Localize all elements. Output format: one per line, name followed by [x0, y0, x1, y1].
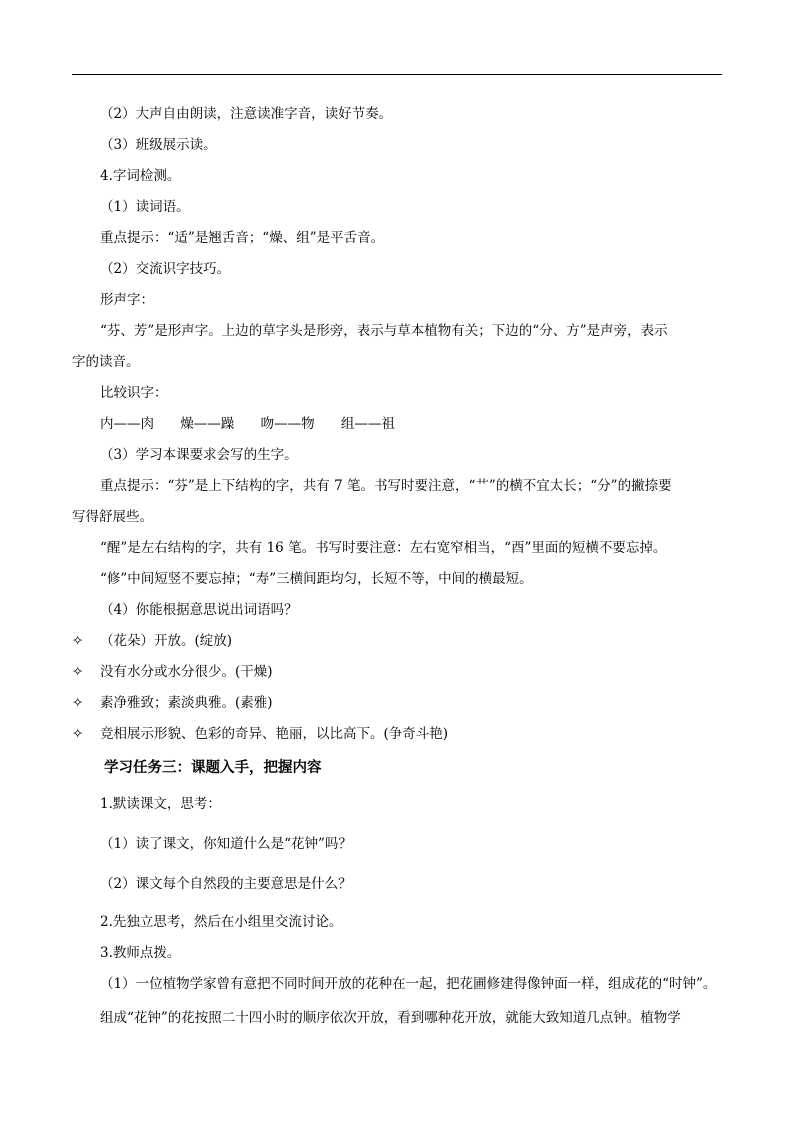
paragraph: “醒”是左右结构的字，共有 16 笔。书写时要注意：左右宽窄相当，“酉”里面的短横不要忘掉。: [100, 540, 667, 556]
paragraph: 1.默读课文，思考：: [100, 796, 221, 812]
paragraph: （1）读词语。: [100, 199, 190, 215]
paragraph: 3.教师点拨。: [100, 945, 181, 961]
bullet-icon: ✧: [72, 726, 84, 742]
paragraph: （4）你能根据意思说出词语吗？: [100, 602, 298, 618]
section-heading: 学习任务三：课题入手，把握内容: [104, 760, 322, 776]
compare-item: 吻——物: [260, 416, 315, 432]
paragraph: “修”中间短竖不要忘掉；“寿”三横间距均匀，长短不等，中间的横最短。: [100, 571, 533, 587]
compare-list: [100, 415, 417, 433]
paragraph: （2）大声自由朗读，注意读准字音，读好节奏。: [100, 106, 393, 122]
header-rule: [72, 74, 722, 75]
paragraph: 2.先独立思考，然后在小组里交流讨论。: [100, 914, 343, 930]
paragraph: “芬、芳”是形声字。上边的草字头是形旁，表示与草本植物有关；下边的“分、方”是声旁，表示: [100, 323, 668, 339]
compare-item: 组——祖: [340, 416, 395, 432]
paragraph: 写得舒展些。: [72, 509, 153, 525]
paragraph: （3）学习本课要求会写的生字。: [100, 447, 298, 463]
paragraph: 4.字词检测。: [100, 168, 181, 184]
paragraph: （2）课文每个自然段的主要意思是什么？: [100, 876, 352, 892]
bullet-icon: ✧: [72, 664, 84, 680]
bullet-item: （花朵）开放。(绽放): [100, 633, 233, 649]
paragraph: 形声字：: [100, 292, 154, 308]
bullet-icon: ✧: [72, 695, 84, 711]
paragraph: （2）交流识字技巧。: [100, 261, 231, 277]
paragraph: （1）一位植物学家曾有意把不同时间开放的花种在一起，把花圃修建得像钟面一样，组成花的“时钟”。: [100, 976, 717, 992]
compare-item: 内——肉: [100, 416, 154, 432]
paragraph: 组成“花钟”的花按照二十四小时的顺序依次开放，看到哪种花开放，就能大致知道几点钟。植物学: [100, 1010, 681, 1026]
paragraph: 字的读音。: [72, 354, 140, 370]
paragraph: 比较识字：: [100, 385, 168, 401]
bullet-item: 素净雅致；素淡典雅。(素雅): [100, 695, 273, 711]
paragraph: （3）班级展示读。: [100, 137, 217, 153]
bullet-item: 没有水分或水分很少。(干燥): [100, 664, 273, 680]
paragraph: 重点提示：“适”是翘舌音；“燥、组”是平舌音。: [100, 230, 385, 246]
paragraph: 重点提示：“芬”是上下结构的字，共有 7 笔。书写时要注意，“艹”的横不宜太长；“分”的撇捺要: [100, 478, 672, 494]
compare-item: 燥——躁: [180, 416, 235, 432]
paragraph: （1）读了课文，你知道什么是“花钟”吗？: [100, 836, 352, 852]
bullet-item: 竞相展示形貌、色彩的奇异、艳丽，以比高下。(争奇斗艳): [100, 726, 449, 742]
bullet-icon: ✧: [72, 633, 84, 649]
